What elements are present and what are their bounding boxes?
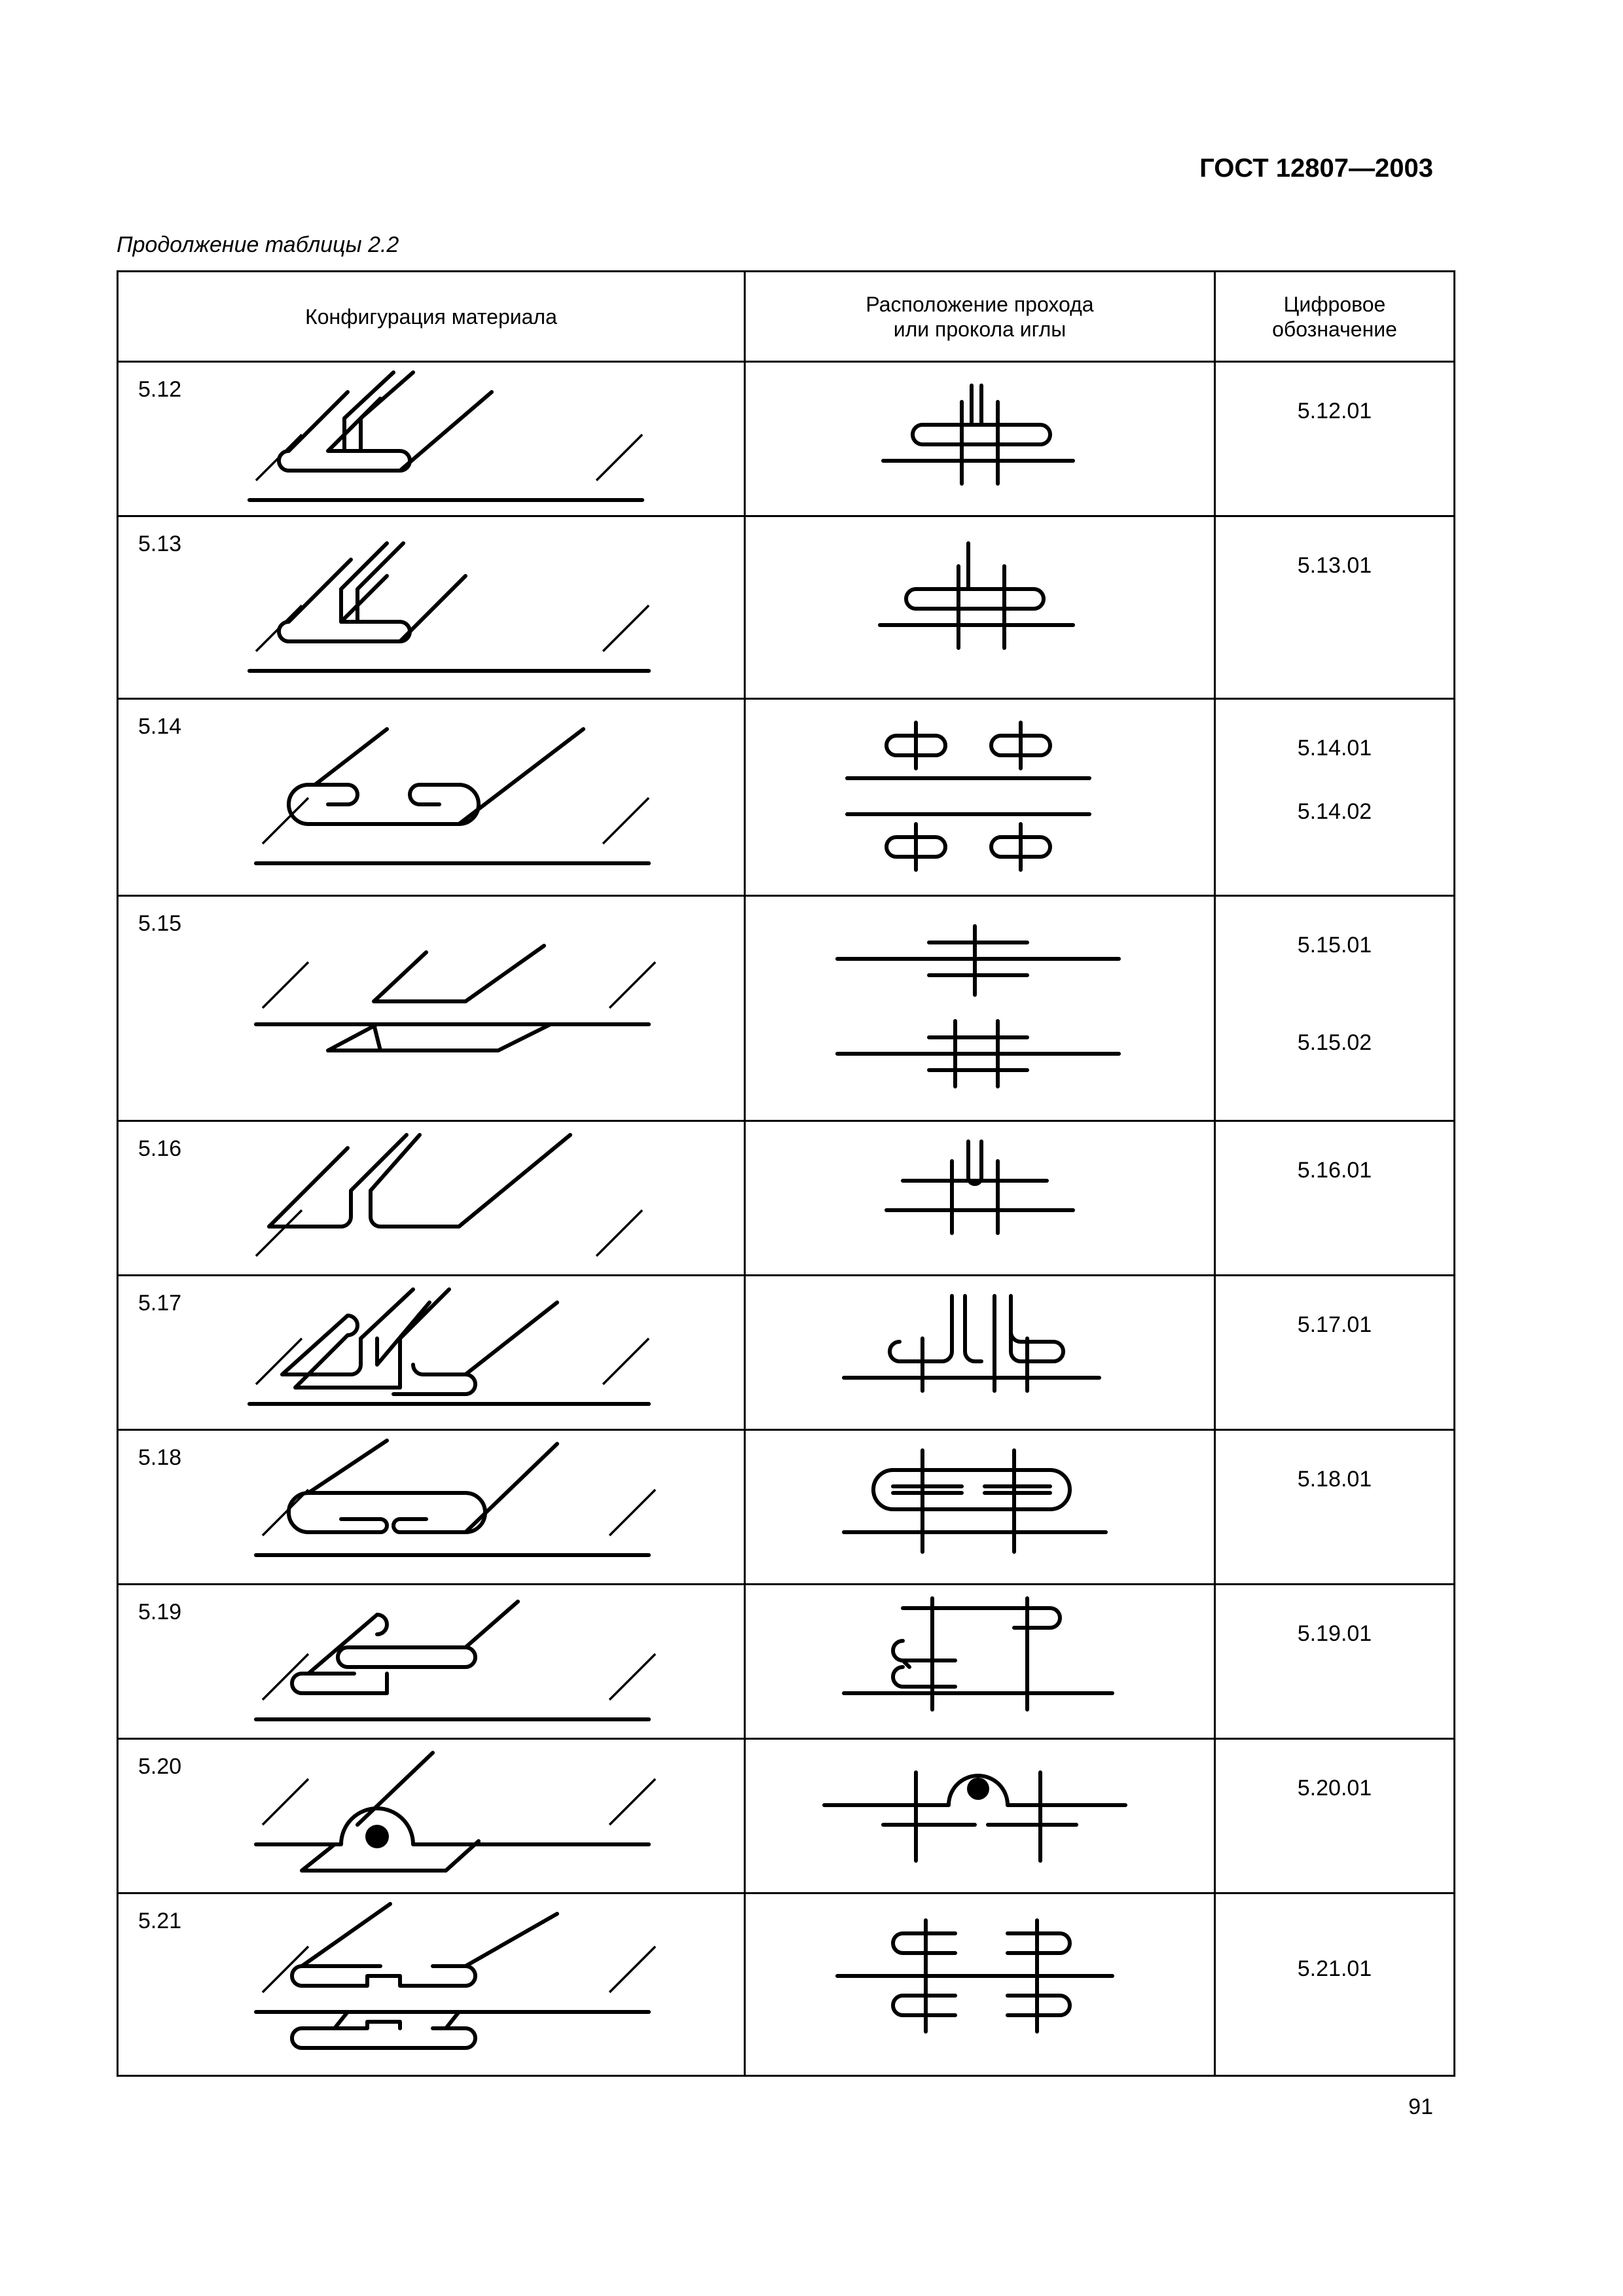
needle-position-diagram bbox=[746, 363, 1214, 515]
page-number: 91 bbox=[1408, 2094, 1433, 2119]
code-cell bbox=[1215, 362, 1455, 516]
col-header-code bbox=[1215, 272, 1455, 362]
table-row bbox=[118, 699, 1455, 896]
needle-position-diagram bbox=[746, 1585, 1214, 1738]
table-row bbox=[118, 1121, 1455, 1276]
material-configuration-diagram bbox=[217, 1585, 675, 1738]
material-configuration-diagram bbox=[217, 1740, 675, 1892]
needle-position-diagram bbox=[746, 700, 1214, 895]
stitch-code: 5.17.01 bbox=[1297, 1312, 1372, 1337]
needle-position-diagram bbox=[746, 897, 1214, 1120]
code-cell bbox=[1215, 699, 1455, 896]
row-number: 5.18 bbox=[138, 1445, 182, 1470]
material-configuration-diagram bbox=[217, 897, 675, 1120]
table-header-row bbox=[118, 272, 1455, 362]
stitch-code: 5.18.01 bbox=[1297, 1467, 1372, 1492]
row-number: 5.16 bbox=[138, 1136, 182, 1161]
configuration-cell bbox=[118, 699, 745, 896]
needle-position-cell bbox=[745, 1585, 1215, 1739]
needle-position-cell bbox=[745, 1121, 1215, 1276]
col-header-needle-line1: Расположение прохода bbox=[866, 292, 1094, 316]
table-row bbox=[118, 1430, 1455, 1585]
code-cell bbox=[1215, 1430, 1455, 1585]
row-number: 5.19 bbox=[138, 1600, 182, 1624]
row-number: 5.20 bbox=[138, 1754, 182, 1779]
table-row bbox=[118, 1893, 1455, 2076]
row-number: 5.12 bbox=[138, 377, 182, 402]
stitch-code: 5.12.01 bbox=[1297, 399, 1372, 423]
stitch-code: 5.15.01 bbox=[1297, 933, 1372, 958]
col-header-needle-line2: или прокола иглы bbox=[893, 317, 1067, 341]
needle-position-diagram bbox=[746, 1894, 1214, 2075]
material-configuration-diagram bbox=[217, 1431, 675, 1583]
configuration-cell bbox=[118, 1430, 745, 1585]
configuration-cell bbox=[118, 362, 745, 516]
table-caption: Продолжение таблицы 2.2 bbox=[117, 232, 399, 257]
table-row bbox=[118, 896, 1455, 1121]
table-row bbox=[118, 1585, 1455, 1739]
needle-position-diagram bbox=[746, 1740, 1214, 1892]
stitch-code: 5.21.01 bbox=[1297, 1956, 1372, 1981]
row-number: 5.17 bbox=[138, 1291, 182, 1316]
code-cell bbox=[1215, 896, 1455, 1121]
col-header-code-line1: Цифровое bbox=[1283, 292, 1386, 316]
code-cell bbox=[1215, 1121, 1455, 1276]
stitch-code: 5.20.01 bbox=[1297, 1776, 1372, 1801]
needle-position-cell bbox=[745, 1276, 1215, 1430]
needle-position-diagram bbox=[746, 1431, 1214, 1583]
table-row bbox=[118, 362, 1455, 516]
stitch-table bbox=[117, 270, 1455, 2077]
stitch-code: 5.19.01 bbox=[1297, 1621, 1372, 1646]
needle-position-cell bbox=[745, 516, 1215, 699]
row-number: 5.21 bbox=[138, 1909, 182, 1933]
row-number: 5.13 bbox=[138, 531, 182, 556]
material-configuration-diagram bbox=[217, 363, 675, 515]
stitch-code: 5.14.01 bbox=[1297, 736, 1372, 761]
needle-position-diagram bbox=[746, 1276, 1214, 1429]
material-configuration-diagram bbox=[217, 1276, 675, 1429]
needle-position-cell bbox=[745, 699, 1215, 896]
configuration-cell bbox=[118, 896, 745, 1121]
material-configuration-diagram bbox=[217, 1122, 675, 1274]
needle-position-diagram bbox=[746, 1122, 1214, 1274]
standard-designation: ГОСТ 12807—2003 bbox=[1199, 154, 1433, 183]
stitch-code: 5.15.02 bbox=[1297, 1030, 1372, 1055]
stitch-code: 5.13.01 bbox=[1297, 553, 1372, 578]
col-header-configuration: Конфигурация материала bbox=[118, 272, 745, 362]
configuration-cell bbox=[118, 1121, 745, 1276]
needle-position-cell bbox=[745, 1893, 1215, 2076]
code-cell bbox=[1215, 1585, 1455, 1739]
col-header-code-line2: обозначение bbox=[1272, 317, 1397, 341]
code-cell bbox=[1215, 516, 1455, 699]
material-configuration-diagram bbox=[217, 517, 675, 698]
col-header-needle-position bbox=[745, 272, 1215, 362]
needle-position-diagram bbox=[746, 517, 1214, 698]
configuration-cell bbox=[118, 516, 745, 699]
material-configuration-diagram bbox=[217, 700, 675, 895]
stitch-code: 5.14.02 bbox=[1297, 799, 1372, 824]
table-row bbox=[118, 516, 1455, 699]
row-number: 5.15 bbox=[138, 911, 182, 936]
needle-position-cell bbox=[745, 896, 1215, 1121]
configuration-cell bbox=[118, 1585, 745, 1739]
configuration-cell bbox=[118, 1739, 745, 1893]
row-number: 5.14 bbox=[138, 714, 182, 739]
code-cell bbox=[1215, 1739, 1455, 1893]
code-cell bbox=[1215, 1893, 1455, 2076]
needle-position-cell bbox=[745, 1739, 1215, 1893]
configuration-cell bbox=[118, 1893, 745, 2076]
code-cell bbox=[1215, 1276, 1455, 1430]
needle-position-cell bbox=[745, 1430, 1215, 1585]
configuration-cell bbox=[118, 1276, 745, 1430]
table-row bbox=[118, 1276, 1455, 1430]
table-row bbox=[118, 1739, 1455, 1893]
stitch-code: 5.16.01 bbox=[1297, 1158, 1372, 1183]
material-configuration-diagram bbox=[217, 1894, 675, 2075]
needle-position-cell bbox=[745, 362, 1215, 516]
